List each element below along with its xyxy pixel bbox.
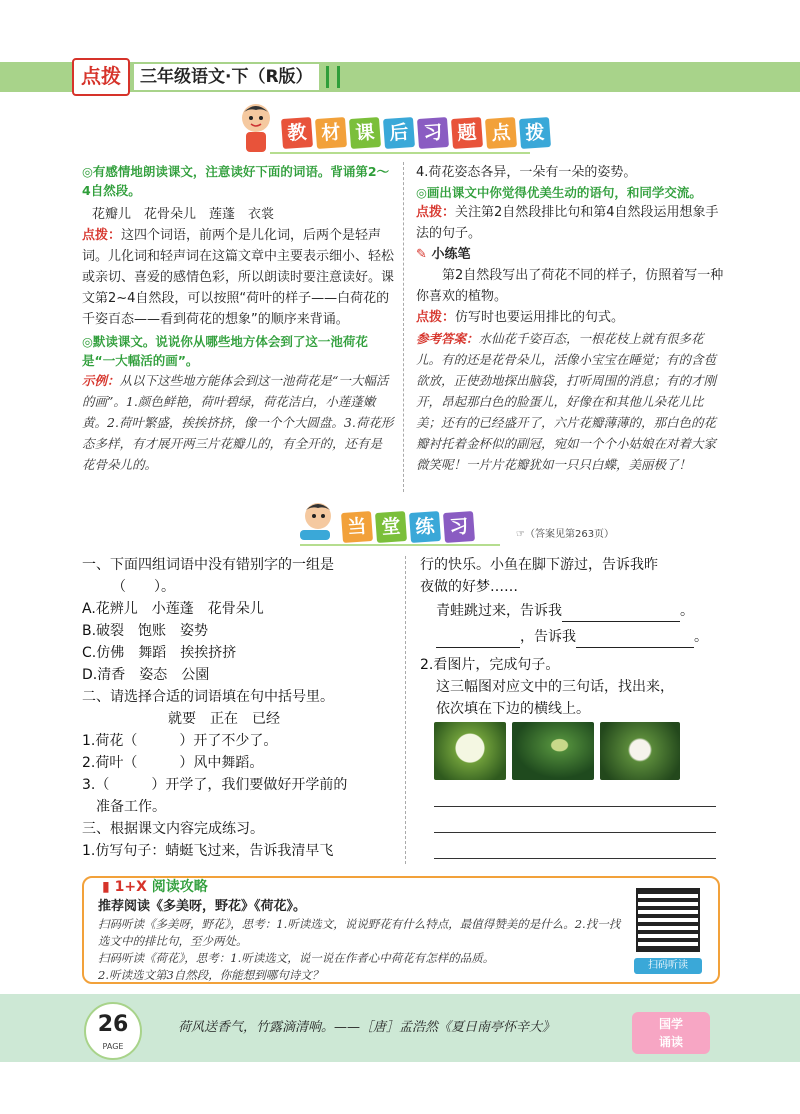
reading-strategy-box	[82, 876, 720, 984]
reading-title-text: 阅读攻略	[151, 879, 208, 895]
scan-listen-label[interactable]: 扫码听读	[634, 958, 702, 974]
banner-char: 教	[281, 117, 313, 149]
lotus-photo-2	[512, 722, 594, 780]
imitation-line-1: 行的快乐。小鱼在脚下游过，告诉我昨	[420, 557, 658, 573]
answer-line-2[interactable]	[434, 832, 716, 833]
guoxue-recitation-badge	[632, 1012, 710, 1054]
answer-text: 水仙花千姿百态，一根花枝上就有很多花儿。有的还是花骨朵儿，活像小宝宝在睡觉；有的含苞欲放，正使劲地探出脑袋，打听周围的消息；有的才刚开，昂起那白色的脸蛋儿，好像在和其他儿朵花儿比美；还有的已经盛开了，六片花瓣薄薄的，那白色的花瓣衬托着金杯似的副冠，宛如一个个小姑娘在对着大家微笑呢！一片片花瓣犹如一只只白蝶，美丽极了！	[416, 331, 717, 472]
page-number-badge	[84, 1002, 142, 1060]
period: 。	[680, 603, 694, 619]
exercise-question-1: ◎有感情地朗读课文，注意读好下面的词语。背诵第2～4自然段。	[82, 164, 390, 198]
exercise-question-2: ◎默读课文。说说你从哪些地方体会到了这一池荷花是“一大幅活的画”。	[82, 334, 368, 368]
answer-page-text: （答案见第263页）	[524, 529, 615, 540]
qr-code-icon[interactable]	[638, 890, 698, 950]
book-icon: ▮	[102, 879, 110, 895]
badge-line-1: 国学	[658, 1017, 683, 1031]
banner-char: 习	[443, 511, 475, 543]
tip-label: 点拨：	[416, 310, 456, 325]
answer-bracket: （ ）。	[112, 579, 175, 595]
answer-blank[interactable]	[576, 647, 694, 648]
page-label: PAGE	[102, 1042, 124, 1051]
pointing-hand-icon: ☞	[516, 529, 525, 540]
banner-class-practice	[342, 512, 474, 542]
section2-right	[420, 554, 730, 720]
page-header-title: 三年级语文·下（R版）	[134, 64, 319, 90]
banner-char: 拨	[519, 117, 551, 149]
banner-char: 材	[315, 117, 347, 149]
lotus-photo-1	[434, 722, 506, 780]
reading-content	[98, 898, 626, 984]
fill-sentence-1[interactable]: 1.荷花（ ）开了不少了。	[82, 733, 278, 749]
tip-paragraph-1	[82, 225, 394, 330]
banner-char: 点	[485, 117, 517, 149]
banner-textbook-exercises	[282, 118, 550, 148]
banner-char: 堂	[375, 511, 407, 543]
fill-sentence-2[interactable]: 2.荷叶（ ）风中舞蹈。	[82, 755, 264, 771]
banner-grass	[270, 152, 530, 154]
word-choices: 就要 正在 已经	[168, 711, 280, 727]
exercise-question-3: ◎画出课文中你觉得优美生动的语句，和同学交流。	[416, 185, 702, 200]
practice-title: 小练笔	[431, 247, 471, 262]
prompt-text: 青蛙跳过来，告诉我	[436, 603, 562, 619]
option-c: C.仿佛 舞蹈 挨挨挤挤	[82, 645, 237, 661]
question-3-1: 1.仿写句子：蜻蜓飞过来，告诉我清早飞	[82, 843, 334, 859]
lotus-photo-3	[600, 722, 680, 780]
tip-text: 这四个词语，前两个是儿化词，后两个是轻声词。儿化词和轻声词在这篇文章中主要表示细小、轻松或亲切、喜爱的感情色彩，所以朗读时要注意读好。课文第2~4自然段，可以按照“荷叶的样子——白荷花的千姿百态——看到荷花的想象”的顺序来背诵。	[82, 228, 395, 327]
answer-blank[interactable]	[562, 621, 680, 622]
example-paragraph	[82, 370, 394, 475]
option-d: D.清香 姿态 公園	[82, 667, 210, 683]
banner-char: 当	[341, 511, 373, 543]
practice-text: 第2自然段写出了荷花不同的样子，仿照着写一种你喜欢的植物。	[416, 268, 724, 304]
banner-char: 习	[417, 117, 449, 149]
option-a: A.花辨儿 小莲蓬 花骨朵儿	[82, 601, 264, 617]
banner-grass	[300, 544, 500, 546]
header-bars-decoration	[326, 66, 340, 88]
recommended-reading: 推荐阅读《多美呀，野花》《荷花》。	[98, 899, 307, 914]
practice-heading	[416, 244, 726, 265]
answer-page-note	[516, 525, 614, 540]
cartoon-boy-lying-icon	[296, 500, 336, 542]
banner-char: 题	[451, 117, 483, 149]
reading-title-num: 1+X	[114, 879, 147, 895]
answer-blank[interactable]	[436, 647, 520, 648]
imitation-fill-1[interactable]	[420, 600, 730, 622]
fill-sentence-3-cont: 准备工作。	[96, 799, 166, 815]
example-label: 示例：	[82, 373, 120, 388]
example-text: 从以下这些地方能体会到这一池荷花是“一大幅活的画”。1.颜色鲜艳，荷叶碧绿，荷花洁白，小莲蓬嫩黄。2.荷叶繁盛，挨挨挤挤，像一个个大圆盘。3.荷花形态多样，有才展开两三片花瓣儿的，有全开的，还有是花骨朵儿的。	[82, 373, 394, 472]
pencil-icon: ✎	[416, 247, 427, 262]
question-3-2: 2.看图片，完成句子。	[420, 657, 560, 673]
brand-logo: 点拨	[72, 58, 130, 96]
imitation-line-2: 夜做的好梦……	[420, 579, 518, 595]
question-2: 二、请选择合适的词语填在句中括号里。	[82, 689, 334, 705]
question-3: 三、根据课文内容完成练习。	[82, 821, 264, 837]
reference-answer	[416, 328, 726, 475]
tip-paragraph-3	[416, 307, 726, 328]
tip-text: 关注第2自然段排比句和第4自然段运用想象手法的句子。	[416, 205, 719, 241]
tip-paragraph-2	[416, 202, 726, 244]
reading-task-1: 扫码听读《多美呀，野花》，思考：1.听读选文，说说野花有什么特点，最值得赞美的是什么。2.找一找选文中的排比句，至少两处。	[98, 917, 621, 948]
reading-task-3: 2.听读选文第3自然段，你能想到哪句诗文？	[98, 968, 324, 982]
footer-quote: 荷风送香气，竹露滴清响。——［唐］孟浩然《夏日南亭怀辛大》	[178, 1020, 556, 1035]
banner-char: 练	[409, 511, 441, 543]
tip-text: 仿写时也要运用排比的句式。	[455, 310, 625, 325]
badge-line-2: 诵读	[658, 1035, 683, 1049]
imitation-fill-2[interactable]	[420, 626, 730, 648]
answer-label: 参考答案：	[416, 331, 479, 346]
picture-instruction-2: 依次填在下边的横线上。	[436, 701, 590, 717]
column-divider-2	[405, 556, 406, 864]
tip-label: 点拨：	[82, 228, 122, 243]
column-divider	[403, 162, 404, 492]
cartoon-boy-icon	[236, 102, 276, 156]
section2-left	[82, 554, 394, 862]
answer-line-3[interactable]	[434, 858, 716, 859]
section1-left	[82, 162, 394, 475]
prompt-text: ，告诉我	[520, 629, 576, 645]
example-point-4: 4.荷花姿态各异，一朵有一朵的姿势。	[416, 165, 637, 180]
banner-char: 后	[383, 117, 415, 149]
tip-label: 点拨：	[416, 205, 456, 220]
word-list: 花瓣儿 花骨朵儿 莲蓬 衣裳	[92, 207, 275, 222]
reading-task-2: 扫码听读《荷花》，思考：1.听读选文，说一说在作者心中荷花有怎样的品质。	[98, 951, 495, 965]
period: 。	[694, 629, 708, 645]
fill-sentence-3[interactable]: 3.（ ）开学了，我们要做好开学前的	[82, 777, 348, 793]
banner-char: 课	[349, 117, 381, 149]
question-1: 一、下面四组词语中没有错别字的一组是	[82, 557, 334, 573]
page-number: 26	[97, 1012, 129, 1037]
reading-title	[102, 876, 208, 896]
picture-instruction-1: 这三幅图对应文中的三句话，找出来，	[436, 679, 674, 695]
section1-right	[416, 162, 726, 475]
option-b: B.破裂 饱账 姿势	[82, 623, 209, 639]
answer-line-1[interactable]	[434, 806, 716, 807]
